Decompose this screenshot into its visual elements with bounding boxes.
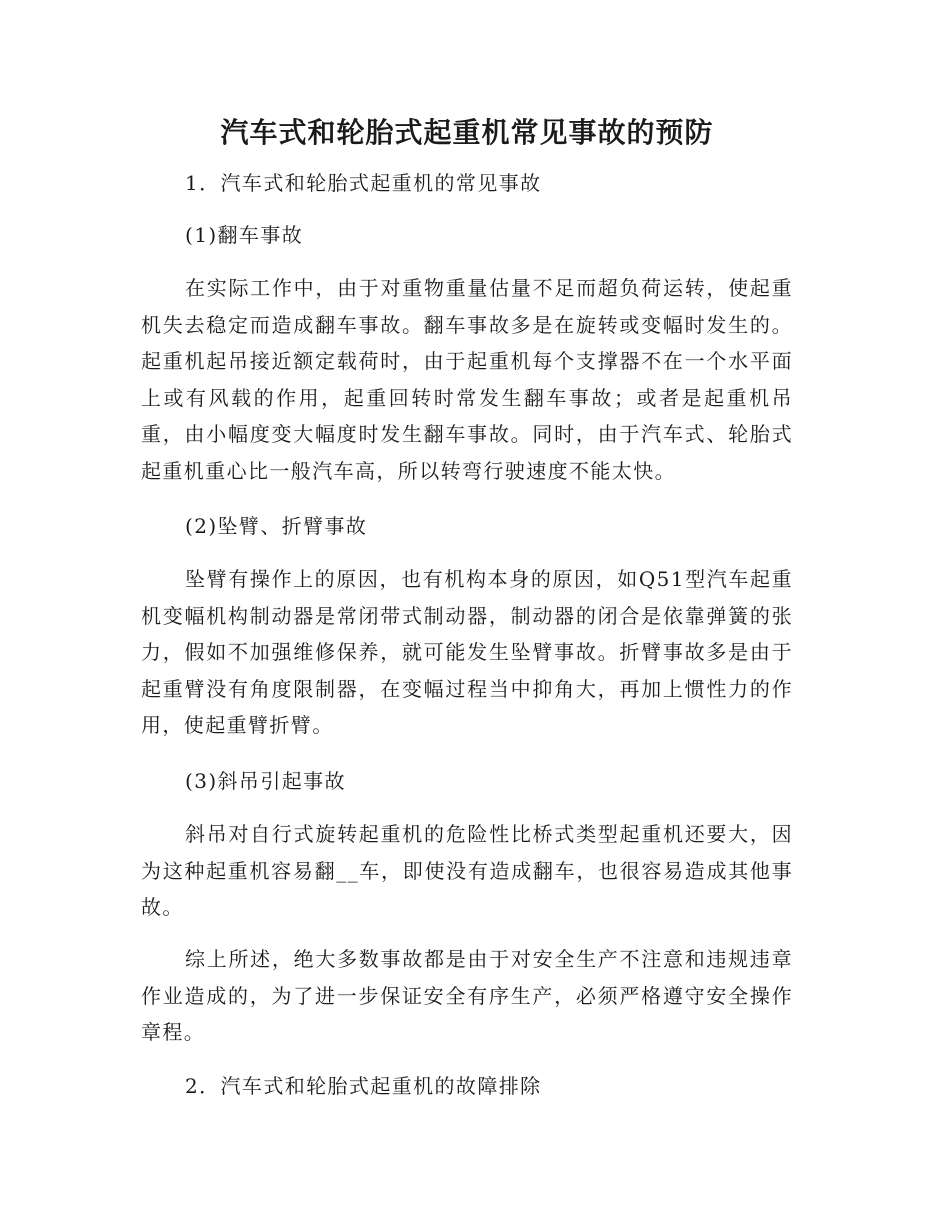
section-heading-1: 1．汽车式和轮胎式起重机的常见事故 — [185, 171, 542, 195]
subsection-heading-side-lift: (3)斜吊引起事故 — [185, 769, 346, 793]
subsection-heading-boom-drop: (2)坠臂、折臂事故 — [185, 514, 368, 538]
paragraph-rollover: 在实际工作中，由于对重物重量估量不足而超负荷运转，使起重机失去稳定而造成翻车事故。翻车事故多是在旋转或变幅时发生的。起重机起吊接近额定载荷时，由于起重机每个支撑器不在一个水平面上或有风载的作用，起重回转时常发生翻车事故；或者是起重机吊重，由小幅度变大幅度时发生翻车事故。同时，由于汽车式、轮胎式起重机重心比一般汽车高，所以转弯行驶速度不能太快。 — [141, 276, 793, 483]
paragraph-side-lift: 斜吊对自行式旋转起重机的危险性比桥式类型起重机还要大，因为这种起重机容易翻__车，即使没有造成翻车，也很容易造成其他事故。 — [141, 822, 793, 919]
document-title: 汽车式和轮胎式起重机常见事故的预防 — [220, 116, 714, 149]
section-heading-2: 2．汽车式和轮胎式起重机的故障排除 — [185, 1074, 542, 1098]
paragraph-boom-drop: 坠臂有操作上的原因，也有机构本身的原因，如Q51型汽车起重机变幅机构制动器是常闭带式制动器，制动器的闭合是依靠弹簧的张力，假如不加强维修保养，就可能发生坠臂事故。折臂事故多是由于起重臂没有角度限制器，在变幅过程当中抑角大，再加上惯性力的作用，使起重臂折臂。 — [141, 567, 793, 737]
paragraph-summary: 综上所述，绝大多数事故都是由于对安全生产不注意和违规违章作业造成的，为了进一步保证安全有序生产，必须严格遵守安全操作章程。 — [141, 947, 793, 1044]
subsection-heading-rollover: (1)翻车事故 — [185, 223, 304, 247]
